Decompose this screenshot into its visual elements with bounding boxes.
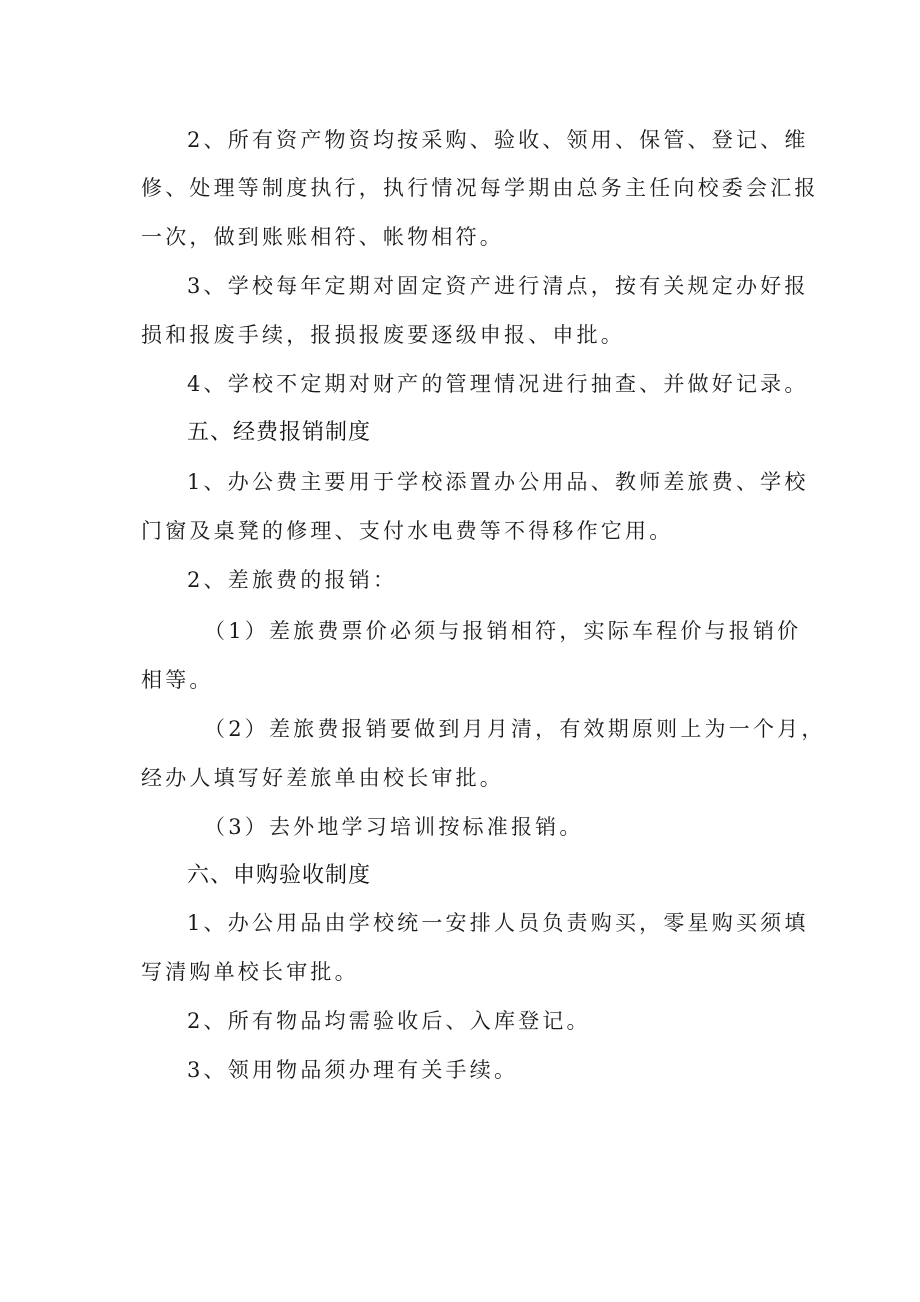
paragraph-line: 4、学校不定期对财产的管理情况进行抽查、并做好记录。 [187, 372, 809, 396]
paragraph-line: 3、学校每年定期对固定资产进行清点，按有关规定办好报 [187, 274, 809, 298]
paragraph-line: 门窗及桌凳的修理、支付水电费等不得移作它用。 [141, 519, 674, 543]
paragraph-line: 经办人填写好差旅单由校长审批。 [141, 766, 504, 790]
paragraph-line: （2）差旅费报销要做到月月清，有效期原则上为一个月， [204, 717, 826, 741]
paragraph-line: 1、办公费主要用于学校添置办公用品、教师差旅费、学校 [187, 470, 809, 494]
paragraph-line: 3、领用物品须办理有关手续。 [187, 1058, 519, 1082]
paragraph-line: 2、差旅费的报销： [187, 568, 398, 592]
paragraph-line: 相等。 [141, 668, 214, 692]
paragraph-line: 2、所有资产物资均按采购、验收、领用、保管、登记、维 [187, 128, 809, 152]
paragraph-line: 写清购单校长审批。 [141, 960, 359, 984]
section-heading: 六、申购验收制度 [187, 863, 372, 888]
paragraph-line: 损和报废手续，报损报废要逐级申报、申批。 [141, 323, 625, 347]
paragraph-line: （3）去外地学习培训按标准报销。 [204, 815, 584, 839]
paragraph-line: 1、办公用品由学校统一安排人员负责购买，零星购买须填 [187, 911, 809, 935]
paragraph-line: （1）差旅费票价必须与报销相符，实际车程价与报销价 [204, 619, 802, 643]
paragraph-line: 一次，做到账账相符、帐物相符。 [141, 225, 504, 249]
section-heading: 五、经费报销制度 [187, 420, 372, 445]
paragraph-line: 修、处理等制度执行，执行情况每学期由总务主任向校委会汇报 [141, 176, 819, 200]
paragraph-line: 2、所有物品均需验收后、入库登记。 [187, 1009, 591, 1033]
